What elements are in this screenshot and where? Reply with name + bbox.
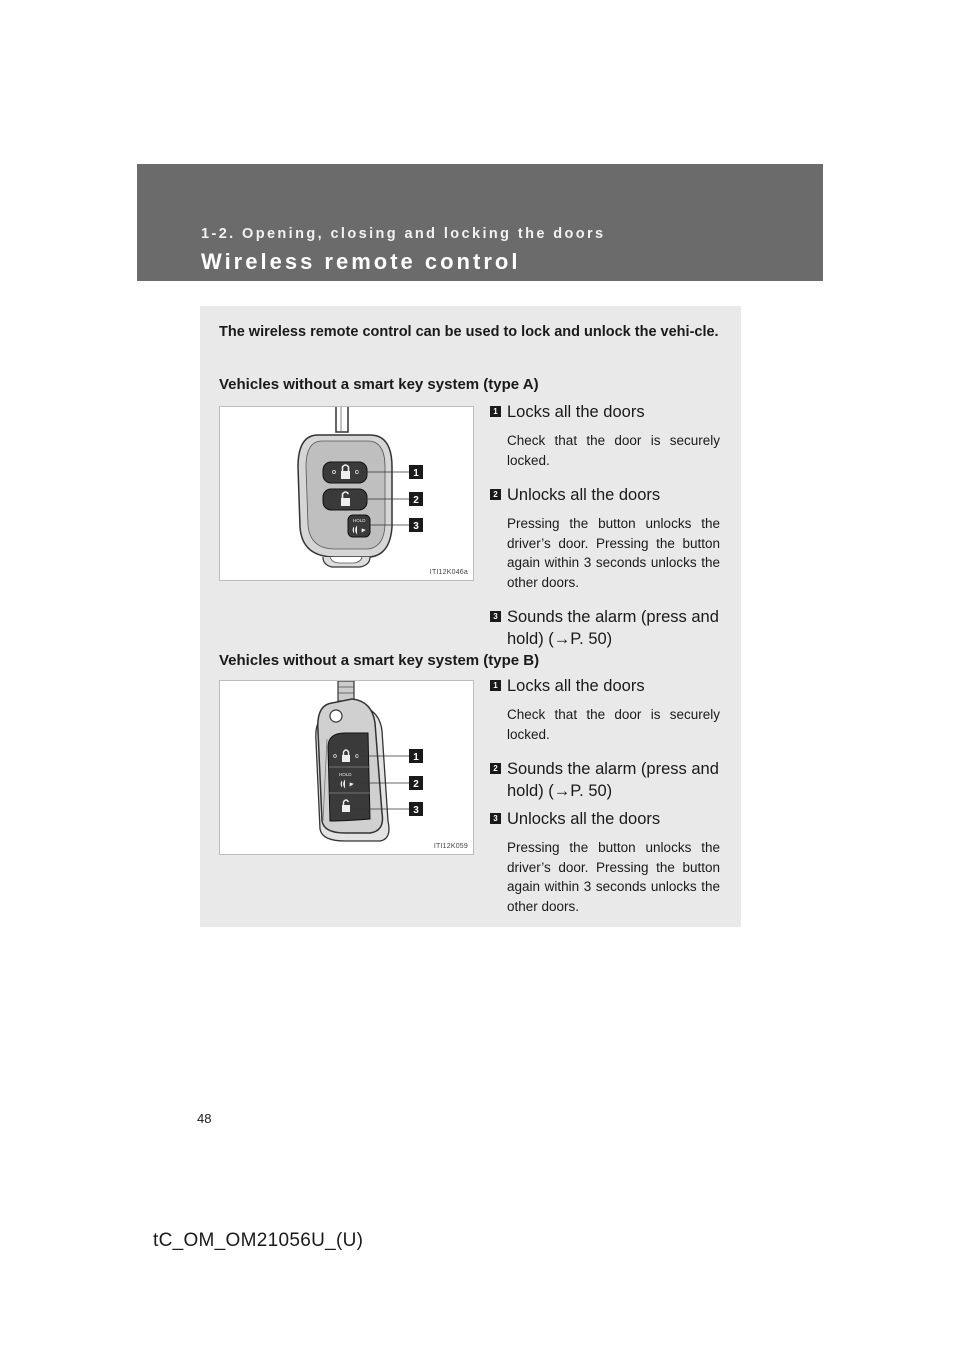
number-3-icon: 3 xyxy=(490,611,501,622)
type-a-item-list xyxy=(490,401,720,650)
item-title: Locks all the doors xyxy=(507,403,645,421)
list-item xyxy=(490,484,720,592)
item-description: Pressing the button unlocks the driver’s door. Pressing the button again within 3 seconds unlocks the other doors. xyxy=(507,840,720,914)
number-1-icon: 1 xyxy=(490,406,501,417)
callout-2: 2 xyxy=(413,495,419,506)
list-item xyxy=(490,606,720,650)
key-fob-b-drawing xyxy=(220,681,475,856)
hold-label: HOLD xyxy=(353,518,366,523)
number-1-icon: 1 xyxy=(490,680,501,691)
number-2-icon: 2 xyxy=(490,489,501,500)
number-2-icon: 2 xyxy=(490,763,501,774)
type-a-heading: Vehicles without a smart key system (type A) xyxy=(219,376,539,393)
callout-3: 3 xyxy=(413,521,419,532)
figure-code: ITI12K059 xyxy=(433,843,468,850)
item-description: Pressing the button unlocks the driver’s door. Pressing the button again within 3 seconds unlocks the other doors. xyxy=(507,516,720,590)
type-b-item-list xyxy=(490,675,720,916)
type-b-key-illustration xyxy=(219,680,474,855)
list-item xyxy=(490,758,720,802)
type-a-key-illustration xyxy=(219,406,474,581)
page-header xyxy=(137,164,823,281)
callout-2: 2 xyxy=(413,779,419,790)
item-title: Unlocks all the doors xyxy=(507,486,661,504)
item-description: Check that the door is securely locked. xyxy=(507,433,720,468)
item-title: Locks all the doors xyxy=(507,677,645,695)
callout-1: 1 xyxy=(413,752,419,763)
document-code: tC_OM_OM21056U_(U) xyxy=(153,1230,364,1251)
intro-text: The wireless remote control can be used to lock and unlock the vehi-cle. xyxy=(219,324,719,340)
type-b-heading: Vehicles without a smart key system (type B) xyxy=(219,652,540,669)
section-label: 1-2. Opening, closing and locking the doors xyxy=(201,226,606,242)
list-item xyxy=(490,401,720,470)
item-title: Unlocks all the doors xyxy=(507,810,661,828)
item-description: Check that the door is securely locked. xyxy=(507,707,720,742)
item-title: Sounds the alarm (press and hold) (→P. 50) xyxy=(507,608,719,648)
list-item xyxy=(490,808,720,916)
content-panel xyxy=(200,306,741,927)
key-fob-a-drawing xyxy=(220,407,475,582)
callout-1: 1 xyxy=(413,468,419,479)
page-title: Wireless remote control xyxy=(201,249,521,274)
list-item xyxy=(490,675,720,744)
page-number: 48 xyxy=(197,1111,212,1126)
figure-code: ITI12K046a xyxy=(429,569,468,576)
callout-3: 3 xyxy=(413,805,419,816)
number-3-icon: 3 xyxy=(490,813,501,824)
item-title: Sounds the alarm (press and hold) (→P. 50) xyxy=(507,760,719,800)
hold-label: HOLD xyxy=(339,772,352,777)
